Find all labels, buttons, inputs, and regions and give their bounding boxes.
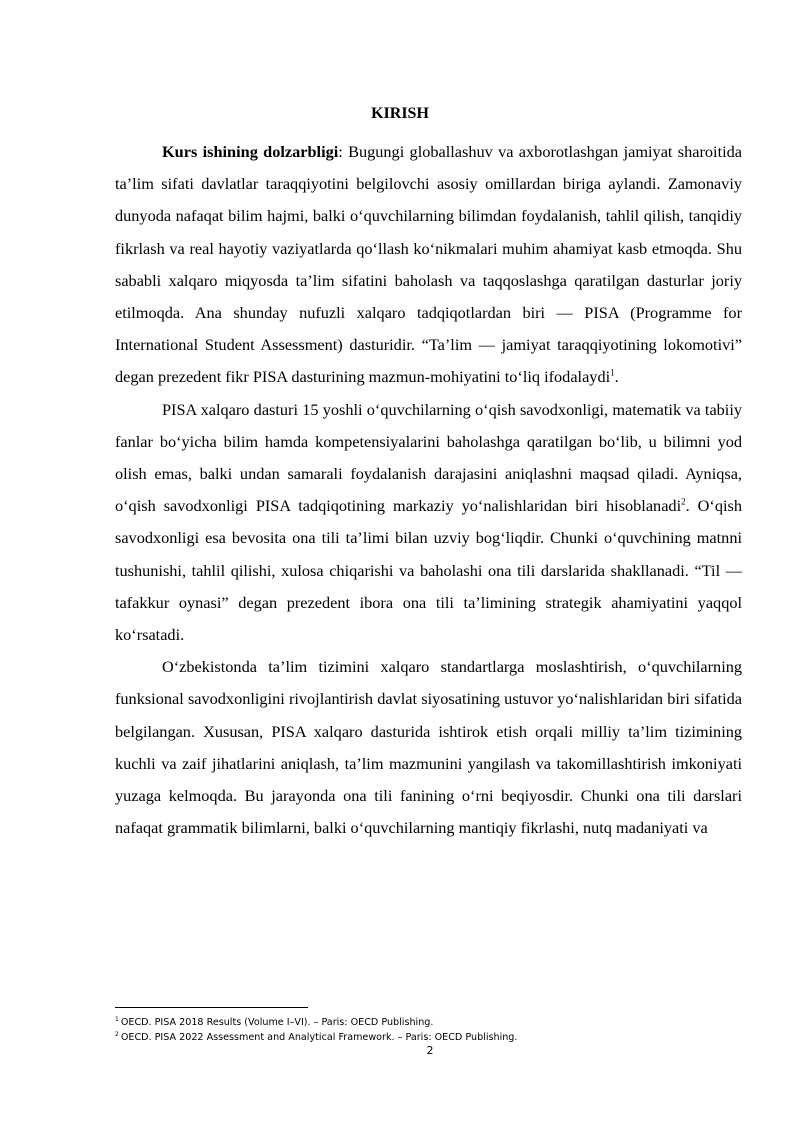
- body-text: [115, 136, 742, 844]
- paragraph-2-text-a: PISA xalqaro dasturi 15 yoshli o‘quvchilarning o‘qish savodxonligi, matematik va tabiiy fanlar bo‘yicha bilim hamda kompetensiyalarini baholashga qaratilgan bo‘lib, u bilimni yod olish emas, balki undan samarali foydalanish darajasini aniqlashni maqsad qiladi. Ayniqsa, o‘qish savodxonligi PISA tadqiqotining markaziy yo‘nalishlaridan biri hisoblanadi: [115, 399, 742, 516]
- paragraph-1-end: .: [614, 367, 619, 387]
- footnote-ref-1[interactable]: 1: [610, 368, 615, 378]
- footnote-ref-2[interactable]: 2: [681, 496, 686, 507]
- section-heading: KIRISH: [371, 105, 429, 122]
- footnote-2: [115, 1030, 755, 1045]
- footnote-1: [115, 1015, 755, 1030]
- footnote-separator: [115, 1007, 308, 1008]
- footnote-mark-2: 2: [115, 1030, 119, 1038]
- page-number: 2: [426, 1044, 434, 1057]
- footnote-text-1: OECD. PISA 2018 Results (Volume I–VI). – Paris: OECD Publishing.: [120, 1017, 434, 1028]
- paragraph-2-text-b: . O‘qish savodxonligi esa bevosita ona tili ta’limi bilan uzviy bog‘liqdir. Chunki o‘quvchining matnni tushunishi, tahlil qilishi, xulosa chiqarishi va baholashi ona tili darslarida shakllanadi. “Til — tafakkur oynasi” degan prezedent ibora ona tili ta’limining strategik ahamiyatini yaqqol ko‘rsatadi.: [115, 496, 742, 645]
- relevance-label: Kurs ishining dolzarbligi: [162, 142, 339, 161]
- paragraph-1-text: : Bugungi globallashuv va axborotlashgan jamiyat sharoitida ta’lim sifati davlatlar taraqqiyotini belgilovchi asosiy omillardan biriga aylandi. Zamonaviy dunyoda nafaqat bilim hajmi, balki o‘quvchilarning bilimdan foydalanish, tahlil qilish, tanqidiy fikrlash va real hayotiy vaziyatlarda qo‘llash ko‘nikmalari muhim ahamiyat kasb etmoqda. Shu sababli xalqaro miqyosda ta’lim sifatini baholash va taqqoslashga qaratilgan dasturlar joriy etilmoqda. Ana shunday nufuzli xalqaro tadqiqotlardan biri — PISA (Programme for International Student Assessment) dasturidir. “Ta’lim — jamiyat taraqqiyotining lokomotivi” degan prezedent fikr PISA dasturining mazmun-mohiyatini to‘liq ifodalaydi: [115, 142, 742, 387]
- paragraph-3-text: O‘zbekistonda ta’lim tizimini xalqaro standartlarga moslashtirish, o‘quvchilarning funksional savodxonligini rivojlantirish davlat siyosatining ustuvor yo‘nalishlaridan biri sifatida belgilangan. Xususan, PISA xalqaro dasturida ishtirok etish orqali milliy ta’lim tizimining kuchli va zaif jihatlarini aniqlash, ta’lim mazmunini yangilash va takomillashtirish imkoniyati yuzaga kelmoqda. Bu jarayonda ona tili fanining o‘rni beqiyosdir. Chunki ona tili darslari nafaqat grammatik bilimlarni, balki o‘quvchilarning mantiqiy fikrlashi, nutq madaniyati va: [115, 657, 742, 838]
- footnote-text-2: OECD. PISA 2022 Assessment and Analytical Framework. – Paris: OECD Publishing.: [120, 1032, 518, 1043]
- footnote-mark-1: 1: [115, 1015, 119, 1023]
- paragraph-2: [115, 394, 742, 652]
- footnotes: [115, 1015, 755, 1045]
- paragraph-3: [115, 651, 742, 844]
- paragraph-1: [115, 136, 742, 394]
